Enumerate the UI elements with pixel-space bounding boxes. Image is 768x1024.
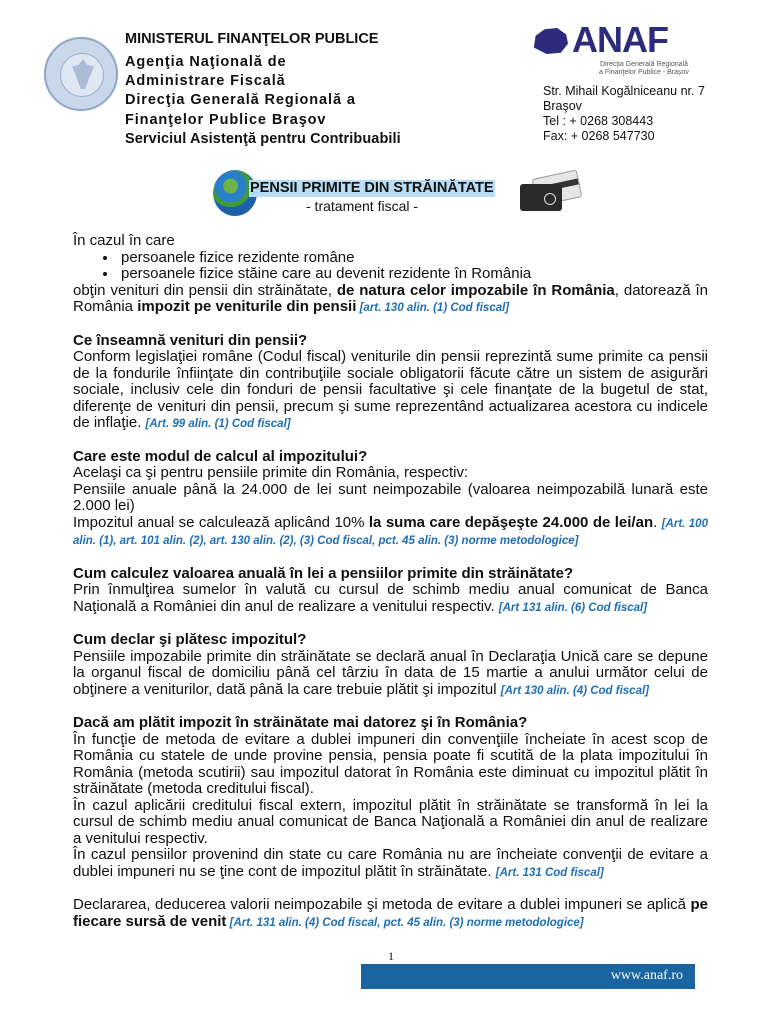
law-citation: [Art. 131 Cod fiscal] xyxy=(495,866,604,879)
agency-line: Direcţia Generală Regională a xyxy=(125,92,356,109)
website-link[interactable]: www.anaf.ro xyxy=(610,968,683,983)
closing-section xyxy=(73,897,708,931)
address-fax: Fax: + 0268 547730 xyxy=(543,129,655,143)
page-number: 1 xyxy=(388,949,394,963)
text-segment: Pensiile anuale până la 24.000 de lei sunt neimpozabile (valoarea neimpozabilă lunară este 2.000 lei) xyxy=(73,480,708,514)
intro-section xyxy=(73,233,708,317)
bold-text: de natura celor impozabile în România xyxy=(336,281,615,299)
bullet-item: • persoanele fizice stăine care au devenit rezidente în România xyxy=(118,266,708,283)
anaf-logo-text: ANAF xyxy=(572,19,668,60)
section-tax-calculation xyxy=(73,449,708,550)
section-annual-value xyxy=(73,566,708,617)
text-segment: Acelaşi ca şi pentru pensiile primite din România, respectiv: xyxy=(73,464,469,481)
section-heading: Dacă am plătit impozit în străinătate mai datorez şi în România? xyxy=(73,714,528,731)
text-segment: Conform legislaţiei române (Codul fiscal) veniturile din pensii reprezintă sume primite ca pensii de la fondurile înfiinţate din contribuţiile sociale obligatorii făcute către un sistem de asigurări sociale, inclusiv cele din fonduri de pensii facultative şi cele finanţate de la bugetul de stat, diferenţe de venituri din pensii, precum şi sume reprezentând actualizarea acestora cu indicele de inflaţie. xyxy=(73,348,708,431)
section-heading: Cum calculez valoarea anuală în lei a pensiilor primite din străinătate? xyxy=(73,564,574,582)
law-citation: [Art. 100 alin. (1), art. 101 alin. (2), art. 130 alin. (2), (3) Cod fiscal, pct. 45 alin. (3) norme metodologice] xyxy=(73,517,708,547)
address-street: Str. Mihail Kogălniceanu nr. 7 xyxy=(543,84,705,98)
text-segment: În funcţie de metoda de evitare a dublei impuneri din convenţiile încheiate în acest scop de România cu statele de unde provine pensia, pensia poate fi scutită de la plata impozitului în România (metoda scutirii) sau impozitul datorat în România este diminuat cu impozitul plătit în străinătate (metoda creditului fiscal). xyxy=(73,730,708,797)
section-paragraph xyxy=(73,515,708,550)
section-paragraph xyxy=(73,847,708,881)
section-paragraph xyxy=(73,798,708,848)
page-title: PENSII PRIMITE DIN STRĂINĂTATE xyxy=(250,180,494,196)
law-citation: [Art. 99 alin. (1) Cod fiscal] xyxy=(145,418,291,430)
law-citation: [Art 130 alin. (4) Cod fiscal] xyxy=(500,684,650,697)
section-declare-pay xyxy=(73,632,708,699)
logo-sub-line: a Finanţelor Publice - Braşov xyxy=(599,69,689,76)
bold-text: la suma care depăşeşte 24.000 de lei/an xyxy=(368,513,654,531)
section-heading: Care este modul de calcul al impozitului? xyxy=(73,447,368,465)
page-subtitle: - tratament fiscal - xyxy=(306,198,419,214)
section-paragraph xyxy=(73,649,708,700)
text-segment: . xyxy=(653,513,662,531)
law-citation: [Art. 131 alin. (4) Cod fiscal, pct. 45 alin. (3) norme metodologice] xyxy=(226,916,584,929)
footer-bar xyxy=(361,964,695,989)
agency-line: Administrare Fiscală xyxy=(125,73,286,90)
anaf-logo xyxy=(530,19,702,60)
section-heading: Cum declar şi plătesc impozitul? xyxy=(73,631,307,648)
section-heading: Ce înseamnă venituri din pensii? xyxy=(73,331,308,349)
address-block xyxy=(543,84,705,144)
address-phone: Tel : + 0268 308443 xyxy=(543,114,654,128)
text-segment: În cazul pensiilor provenind din state cu care România nu are încheiate convenţii de evitare a dublei impuneri nu se ţine cont de impozitul plătit în străinătate. xyxy=(73,846,708,880)
section-paragraph xyxy=(73,465,708,482)
romania-map-icon xyxy=(532,28,568,54)
section-double-taxation xyxy=(73,715,708,881)
section-pension-definition xyxy=(73,333,708,433)
ministry-name: MINISTERUL FINANŢELOR PUBLICE xyxy=(125,31,379,47)
anaf-logo-subtitle xyxy=(588,61,700,77)
agency-line: Finanţelor Publice Braşov xyxy=(125,111,327,128)
bullet-item: • persoanele fizice rezidente române xyxy=(118,250,708,267)
agency-line: Serviciul Asistenţă pentru Contribuabili xyxy=(125,130,401,147)
intro-bullets xyxy=(73,250,708,283)
document-body xyxy=(73,233,708,931)
text-segment: În cazul aplicării creditului fiscal extern, impozitul plătit în străinătate se transformă în lei la cursul de schimb mediu anual comunicat de Banca Naţională a României din anul de realizare a venitului respectiv. xyxy=(73,796,708,847)
text-segment: obţin venituri din pensii din străinătate, xyxy=(73,281,337,299)
ministry-seal-logo xyxy=(44,37,118,111)
address-city: Braşov xyxy=(543,99,582,113)
text-segment: Declararea, deducerea valorii neimpozabile şi metoda de evitare a dublei impuneri se aplică xyxy=(73,896,691,913)
logo-sub-line: Direcţia Generală Regională xyxy=(600,61,688,68)
section-paragraph xyxy=(73,349,708,433)
law-citation: [art. 130 alin. (1) Cod fiscal] xyxy=(356,302,510,314)
law-citation: [Art 131 alin. (6) Cod fiscal] xyxy=(498,601,648,614)
text-segment: Prin înmulţirea sumelor în valută cu cursul de schimb mediu anual comunicat de Banca Naţională a României din anul de realizare a venitului respectiv. xyxy=(73,581,708,615)
bold-text: pe fiecare sursă de venit xyxy=(73,896,708,930)
agency-line: Agenţia Naţională de xyxy=(125,54,287,70)
credit-card-icon xyxy=(520,174,580,212)
agency-block xyxy=(125,53,401,149)
text-segment: Impozitul anual se calculează aplicând 10% xyxy=(73,513,369,531)
text-segment: , datorează în România xyxy=(73,281,709,315)
section-paragraph xyxy=(73,482,708,515)
section-paragraph xyxy=(73,582,708,616)
section-paragraph xyxy=(73,732,708,798)
closing-paragraph xyxy=(73,897,708,931)
bold-text: impozit pe veniturile din pensii xyxy=(137,298,357,315)
intro-paragraph xyxy=(73,283,708,317)
intro-lead: În cazul în care xyxy=(73,232,175,249)
text-segment: Pensiile impozabile primite din străinătate se declară anual în Declaraţia Unică care se depune la organul fiscal de domiciliu până cel târziu în data de 15 martie a anului următor celui de obţinere a veniturilor, dată până la care trebuie plătit şi impozitul xyxy=(73,647,708,698)
